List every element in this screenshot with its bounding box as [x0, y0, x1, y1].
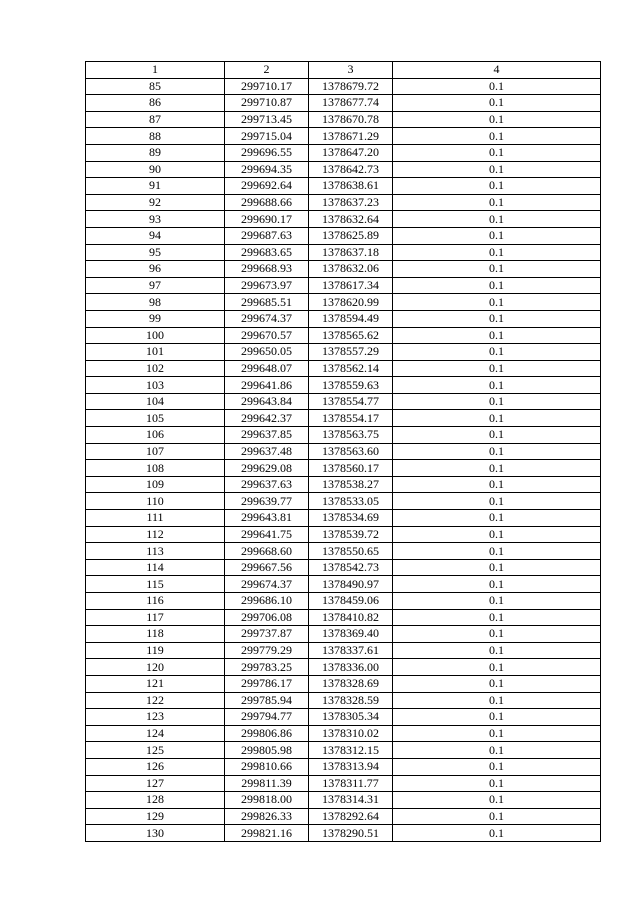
- x-coordinate-cell: 299785.94: [225, 692, 309, 709]
- y-coordinate-cell: 1378617.34: [309, 277, 393, 294]
- point-number-cell: 111: [86, 510, 225, 527]
- value-cell: 0.1: [393, 144, 601, 161]
- table-row: [86, 78, 601, 95]
- x-coordinate-cell: 299783.25: [225, 659, 309, 676]
- value-cell: 0.1: [393, 460, 601, 477]
- point-number-cell: 123: [86, 709, 225, 726]
- value-cell: 0.1: [393, 510, 601, 527]
- y-coordinate-cell: 1378562.14: [309, 360, 393, 377]
- point-number-cell: 104: [86, 393, 225, 410]
- value-cell: 0.1: [393, 261, 601, 278]
- y-coordinate-cell: 1378563.60: [309, 443, 393, 460]
- table-row: [86, 410, 601, 427]
- point-number-cell: 98: [86, 294, 225, 311]
- point-number-cell: 101: [86, 344, 225, 361]
- x-coordinate-cell: 299710.17: [225, 78, 309, 95]
- x-coordinate-cell: 299779.29: [225, 642, 309, 659]
- y-coordinate-cell: 1378625.89: [309, 227, 393, 244]
- table-row: [86, 725, 601, 742]
- x-coordinate-cell: 299668.93: [225, 261, 309, 278]
- y-coordinate-cell: 1378637.18: [309, 244, 393, 261]
- point-number-cell: 105: [86, 410, 225, 427]
- x-coordinate-cell: 299811.39: [225, 775, 309, 792]
- point-number-cell: 102: [86, 360, 225, 377]
- value-cell: 0.1: [393, 227, 601, 244]
- table-row: [86, 194, 601, 211]
- table-row: [86, 277, 601, 294]
- x-coordinate-cell: 299690.17: [225, 211, 309, 228]
- table-row: [86, 758, 601, 775]
- point-number-cell: 127: [86, 775, 225, 792]
- x-coordinate-cell: 299639.77: [225, 493, 309, 510]
- column-header-3: 3: [309, 62, 393, 79]
- point-number-cell: 110: [86, 493, 225, 510]
- value-cell: 0.1: [393, 526, 601, 543]
- x-coordinate-cell: 299818.00: [225, 792, 309, 809]
- x-coordinate-cell: 299641.75: [225, 526, 309, 543]
- value-cell: 0.1: [393, 808, 601, 825]
- point-number-cell: 113: [86, 543, 225, 560]
- y-coordinate-cell: 1378557.29: [309, 344, 393, 361]
- table-row: [86, 543, 601, 560]
- y-coordinate-cell: 1378638.61: [309, 178, 393, 195]
- y-coordinate-cell: 1378560.17: [309, 460, 393, 477]
- x-coordinate-cell: 299710.87: [225, 95, 309, 112]
- value-cell: 0.1: [393, 327, 601, 344]
- point-number-cell: 103: [86, 377, 225, 394]
- y-coordinate-cell: 1378459.06: [309, 593, 393, 610]
- value-cell: 0.1: [393, 95, 601, 112]
- x-coordinate-cell: 299683.65: [225, 244, 309, 261]
- table-row: [86, 559, 601, 576]
- y-coordinate-cell: 1378679.72: [309, 78, 393, 95]
- y-coordinate-cell: 1378670.78: [309, 111, 393, 128]
- point-number-cell: 96: [86, 261, 225, 278]
- x-coordinate-cell: 299643.81: [225, 510, 309, 527]
- y-coordinate-cell: 1378310.02: [309, 725, 393, 742]
- value-cell: 0.1: [393, 609, 601, 626]
- y-coordinate-cell: 1378642.73: [309, 161, 393, 178]
- table-row: [86, 510, 601, 527]
- value-cell: 0.1: [393, 410, 601, 427]
- point-number-cell: 91: [86, 178, 225, 195]
- value-cell: 0.1: [393, 178, 601, 195]
- y-coordinate-cell: 1378410.82: [309, 609, 393, 626]
- value-cell: 0.1: [393, 111, 601, 128]
- point-number-cell: 128: [86, 792, 225, 809]
- x-coordinate-cell: 299637.63: [225, 476, 309, 493]
- x-coordinate-cell: 299629.08: [225, 460, 309, 477]
- point-number-cell: 116: [86, 593, 225, 610]
- point-number-cell: 108: [86, 460, 225, 477]
- y-coordinate-cell: 1378328.69: [309, 675, 393, 692]
- point-number-cell: 86: [86, 95, 225, 112]
- y-coordinate-cell: 1378533.05: [309, 493, 393, 510]
- point-number-cell: 118: [86, 626, 225, 643]
- point-number-cell: 124: [86, 725, 225, 742]
- point-number-cell: 85: [86, 78, 225, 95]
- x-coordinate-cell: 299637.85: [225, 427, 309, 444]
- y-coordinate-cell: 1378337.61: [309, 642, 393, 659]
- point-number-cell: 88: [86, 128, 225, 145]
- point-number-cell: 92: [86, 194, 225, 211]
- y-coordinate-cell: 1378647.20: [309, 144, 393, 161]
- table-row: [86, 393, 601, 410]
- point-number-cell: 122: [86, 692, 225, 709]
- column-header-1: 1: [86, 62, 225, 79]
- point-number-cell: 99: [86, 310, 225, 327]
- x-coordinate-cell: 299806.86: [225, 725, 309, 742]
- x-coordinate-cell: 299687.63: [225, 227, 309, 244]
- x-coordinate-cell: 299794.77: [225, 709, 309, 726]
- y-coordinate-cell: 1378637.23: [309, 194, 393, 211]
- x-coordinate-cell: 299673.97: [225, 277, 309, 294]
- x-coordinate-cell: 299826.33: [225, 808, 309, 825]
- x-coordinate-cell: 299667.56: [225, 559, 309, 576]
- value-cell: 0.1: [393, 78, 601, 95]
- x-coordinate-cell: 299670.57: [225, 327, 309, 344]
- x-coordinate-cell: 299674.37: [225, 576, 309, 593]
- x-coordinate-cell: 299805.98: [225, 742, 309, 759]
- table-header-row: [86, 62, 601, 79]
- y-coordinate-cell: 1378305.34: [309, 709, 393, 726]
- table-row: [86, 775, 601, 792]
- value-cell: 0.1: [393, 725, 601, 742]
- x-coordinate-cell: 299694.35: [225, 161, 309, 178]
- point-number-cell: 90: [86, 161, 225, 178]
- x-coordinate-cell: 299706.08: [225, 609, 309, 626]
- y-coordinate-cell: 1378559.63: [309, 377, 393, 394]
- value-cell: 0.1: [393, 310, 601, 327]
- table-row: [86, 178, 601, 195]
- value-cell: 0.1: [393, 559, 601, 576]
- x-coordinate-cell: 299641.86: [225, 377, 309, 394]
- x-coordinate-cell: 299650.05: [225, 344, 309, 361]
- point-number-cell: 125: [86, 742, 225, 759]
- x-coordinate-cell: 299643.84: [225, 393, 309, 410]
- table-row: [86, 111, 601, 128]
- y-coordinate-cell: 1378336.00: [309, 659, 393, 676]
- y-coordinate-cell: 1378292.64: [309, 808, 393, 825]
- value-cell: 0.1: [393, 576, 601, 593]
- x-coordinate-cell: 299642.37: [225, 410, 309, 427]
- table-row: [86, 576, 601, 593]
- table-row: [86, 310, 601, 327]
- x-coordinate-cell: 299685.51: [225, 294, 309, 311]
- x-coordinate-cell: 299821.16: [225, 825, 309, 842]
- y-coordinate-cell: 1378554.17: [309, 410, 393, 427]
- table-row: [86, 227, 601, 244]
- y-coordinate-cell: 1378620.99: [309, 294, 393, 311]
- value-cell: 0.1: [393, 277, 601, 294]
- y-coordinate-cell: 1378542.73: [309, 559, 393, 576]
- y-coordinate-cell: 1378534.69: [309, 510, 393, 527]
- x-coordinate-cell: 299648.07: [225, 360, 309, 377]
- y-coordinate-cell: 1378369.40: [309, 626, 393, 643]
- point-number-cell: 94: [86, 227, 225, 244]
- x-coordinate-cell: 299786.17: [225, 675, 309, 692]
- table-row: [86, 642, 601, 659]
- value-cell: 0.1: [393, 244, 601, 261]
- table-row: [86, 460, 601, 477]
- value-cell: 0.1: [393, 659, 601, 676]
- value-cell: 0.1: [393, 593, 601, 610]
- table-row: [86, 144, 601, 161]
- value-cell: 0.1: [393, 377, 601, 394]
- table-row: [86, 742, 601, 759]
- value-cell: 0.1: [393, 758, 601, 775]
- x-coordinate-cell: 299668.60: [225, 543, 309, 560]
- value-cell: 0.1: [393, 360, 601, 377]
- y-coordinate-cell: 1378677.74: [309, 95, 393, 112]
- value-cell: 0.1: [393, 294, 601, 311]
- value-cell: 0.1: [393, 194, 601, 211]
- point-number-cell: 129: [86, 808, 225, 825]
- x-coordinate-cell: 299715.04: [225, 128, 309, 145]
- table-row: [86, 825, 601, 842]
- value-cell: 0.1: [393, 675, 601, 692]
- value-cell: 0.1: [393, 344, 601, 361]
- value-cell: 0.1: [393, 742, 601, 759]
- point-number-cell: 107: [86, 443, 225, 460]
- table-row: [86, 360, 601, 377]
- table-row: [86, 261, 601, 278]
- x-coordinate-cell: 299686.10: [225, 593, 309, 610]
- point-number-cell: 114: [86, 559, 225, 576]
- y-coordinate-cell: 1378632.06: [309, 261, 393, 278]
- point-number-cell: 100: [86, 327, 225, 344]
- y-coordinate-cell: 1378671.29: [309, 128, 393, 145]
- x-coordinate-cell: 299713.45: [225, 111, 309, 128]
- table-row: [86, 609, 601, 626]
- table-row: [86, 211, 601, 228]
- point-number-cell: 130: [86, 825, 225, 842]
- y-coordinate-cell: 1378554.77: [309, 393, 393, 410]
- value-cell: 0.1: [393, 792, 601, 809]
- y-coordinate-cell: 1378290.51: [309, 825, 393, 842]
- point-number-cell: 106: [86, 427, 225, 444]
- point-number-cell: 109: [86, 476, 225, 493]
- x-coordinate-cell: 299692.64: [225, 178, 309, 195]
- y-coordinate-cell: 1378328.59: [309, 692, 393, 709]
- y-coordinate-cell: 1378632.64: [309, 211, 393, 228]
- table-row: [86, 443, 601, 460]
- table-row: [86, 808, 601, 825]
- y-coordinate-cell: 1378539.72: [309, 526, 393, 543]
- value-cell: 0.1: [393, 543, 601, 560]
- point-number-cell: 115: [86, 576, 225, 593]
- point-number-cell: 119: [86, 642, 225, 659]
- column-header-4: 4: [393, 62, 601, 79]
- table-row: [86, 327, 601, 344]
- value-cell: 0.1: [393, 443, 601, 460]
- value-cell: 0.1: [393, 825, 601, 842]
- point-number-cell: 126: [86, 758, 225, 775]
- y-coordinate-cell: 1378563.75: [309, 427, 393, 444]
- point-number-cell: 121: [86, 675, 225, 692]
- point-number-cell: 120: [86, 659, 225, 676]
- y-coordinate-cell: 1378594.49: [309, 310, 393, 327]
- table-row: [86, 95, 601, 112]
- table-row: [86, 526, 601, 543]
- value-cell: 0.1: [393, 161, 601, 178]
- table-row: [86, 692, 601, 709]
- table-row: [86, 659, 601, 676]
- y-coordinate-cell: 1378490.97: [309, 576, 393, 593]
- value-cell: 0.1: [393, 211, 601, 228]
- table-row: [86, 593, 601, 610]
- x-coordinate-cell: 299688.66: [225, 194, 309, 211]
- table-row: [86, 792, 601, 809]
- value-cell: 0.1: [393, 709, 601, 726]
- table-body: [86, 78, 601, 841]
- coordinates-table: [85, 61, 601, 842]
- y-coordinate-cell: 1378314.31: [309, 792, 393, 809]
- y-coordinate-cell: 1378311.77: [309, 775, 393, 792]
- x-coordinate-cell: 299637.48: [225, 443, 309, 460]
- table-row: [86, 244, 601, 261]
- y-coordinate-cell: 1378550.65: [309, 543, 393, 560]
- x-coordinate-cell: 299737.87: [225, 626, 309, 643]
- value-cell: 0.1: [393, 692, 601, 709]
- column-header-2: 2: [225, 62, 309, 79]
- point-number-cell: 97: [86, 277, 225, 294]
- x-coordinate-cell: 299810.66: [225, 758, 309, 775]
- x-coordinate-cell: 299696.55: [225, 144, 309, 161]
- value-cell: 0.1: [393, 642, 601, 659]
- value-cell: 0.1: [393, 476, 601, 493]
- y-coordinate-cell: 1378565.62: [309, 327, 393, 344]
- value-cell: 0.1: [393, 128, 601, 145]
- table-row: [86, 626, 601, 643]
- table-row: [86, 128, 601, 145]
- x-coordinate-cell: 299674.37: [225, 310, 309, 327]
- table-row: [86, 675, 601, 692]
- table-row: [86, 427, 601, 444]
- point-number-cell: 89: [86, 144, 225, 161]
- y-coordinate-cell: 1378313.94: [309, 758, 393, 775]
- table-row: [86, 344, 601, 361]
- value-cell: 0.1: [393, 493, 601, 510]
- point-number-cell: 95: [86, 244, 225, 261]
- value-cell: 0.1: [393, 626, 601, 643]
- point-number-cell: 112: [86, 526, 225, 543]
- table-row: [86, 294, 601, 311]
- value-cell: 0.1: [393, 775, 601, 792]
- point-number-cell: 93: [86, 211, 225, 228]
- y-coordinate-cell: 1378312.15: [309, 742, 393, 759]
- point-number-cell: 117: [86, 609, 225, 626]
- table-row: [86, 161, 601, 178]
- table-row: [86, 377, 601, 394]
- value-cell: 0.1: [393, 427, 601, 444]
- point-number-cell: 87: [86, 111, 225, 128]
- table-row: [86, 476, 601, 493]
- table-row: [86, 709, 601, 726]
- y-coordinate-cell: 1378538.27: [309, 476, 393, 493]
- table-row: [86, 493, 601, 510]
- value-cell: 0.1: [393, 393, 601, 410]
